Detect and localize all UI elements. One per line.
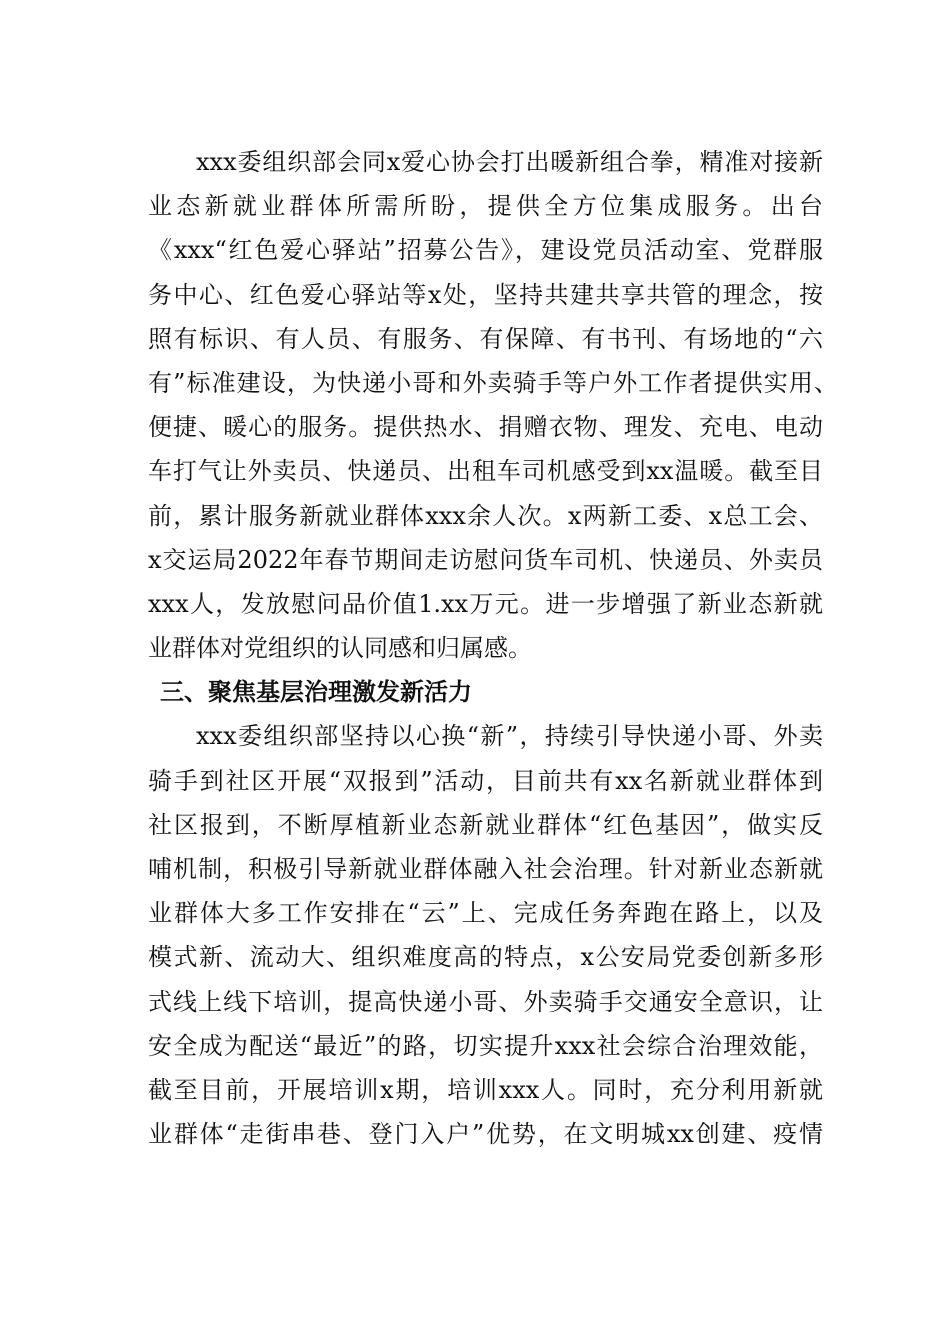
text-line: x交运局2022年春节期间走访慰问货车司机、快递员、外卖员: [148, 545, 823, 574]
text-line: 务中心、红色爱心驿站等x处，坚持共建共享共管的理念，按: [148, 280, 823, 309]
text-line: 业群体“走街串巷、登门入户”优势，在文明城xx创建、疫情: [148, 1120, 823, 1149]
text-line: 《xxx“红色爱心驿站”招募公告》，建设党员活动室、党群服: [148, 236, 823, 265]
text-line: 安全成为配送“最近”的路，切实提升xxx社会综合治理效能，: [148, 1031, 823, 1060]
text-line: xxx委组织部会同x爱心协会打出暖新组合拳，精准对接新: [196, 148, 823, 176]
text-line: 有”标准建设，为快递小哥和外卖骑手等户外工作者提供实用、: [148, 368, 838, 397]
text-line: xxx委组织部坚持以心换“新”，持续引导快递小哥、外卖: [196, 722, 823, 751]
text-line: 便捷、暖心的服务。提供热水、捐赠衣物、理发、充电、电动: [148, 413, 823, 442]
text-line: 骑手到社区开展“双报到”活动，目前共有xx名新就业群体到: [148, 766, 823, 795]
text-line: 哺机制，积极引导新就业群体融入社会治理。针对新业态新就: [148, 855, 823, 883]
text-line: 照有标识、有人员、有服务、有保障、有书刊、有场地的“六: [148, 324, 823, 353]
document-body: [148, 140, 838, 1156]
text-line: 模式新、流动大、组织难度高的特点，x公安局党委创新多形: [148, 943, 823, 972]
text-line: 业态新就业群体所需所盼，提供全方位集成服务。出台: [148, 192, 823, 221]
text-line: 前，累计服务新就业群体xxx余人次。x两新工委、x总工会、: [148, 501, 823, 530]
text-line: 车打气让外卖员、快递员、出租车司机感受到xx温暖。截至目: [148, 457, 823, 486]
paragraph-2: [148, 714, 838, 1156]
text-line: 式线上线下培训，提高快递小哥、外卖骑手交通安全意识，让: [148, 987, 823, 1016]
text-line: 业群体大多工作安排在“云”上、完成任务奔跑在路上，以及: [148, 899, 823, 928]
text-line: 截至目前，开展培训x期，培训xxx人。同时，充分利用新就: [148, 1075, 823, 1104]
text-line: 业群体对党组织的认同感和归属感。: [148, 634, 532, 663]
section-heading: 三、聚焦基层治理激发新活力: [160, 678, 472, 707]
paragraph-1: [148, 140, 838, 670]
text-line: xxx人，发放慰问品价值1.xx万元。进一步增强了新业态新就: [148, 589, 823, 618]
text-line: 社区报到，不断厚植新业态新就业群体“红色基因”，做实反: [148, 810, 823, 839]
